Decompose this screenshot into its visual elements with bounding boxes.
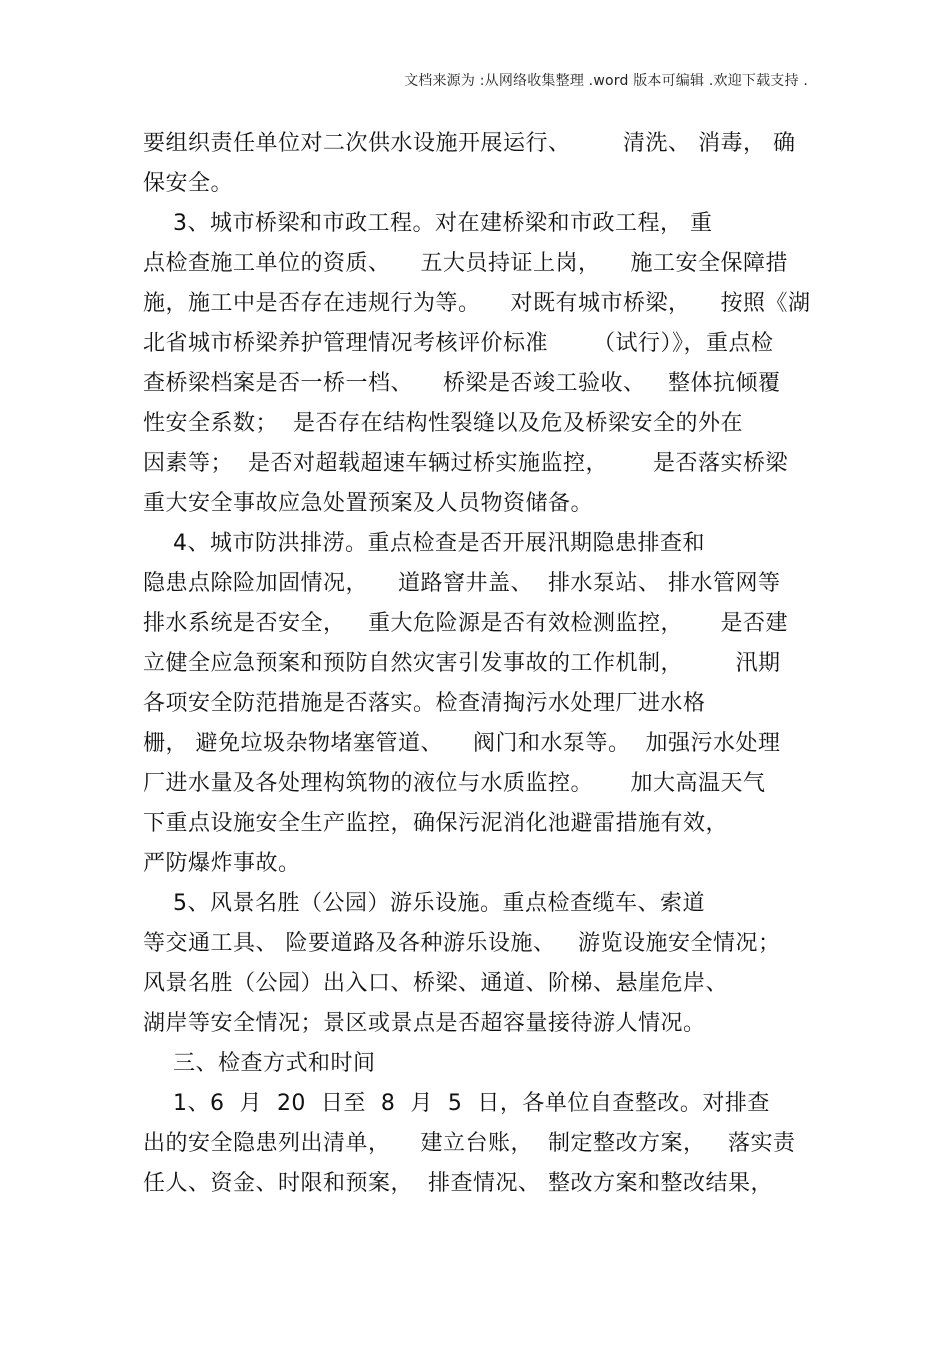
text-line: 等交通工具、 险要道路及各种游乐设施、 游览设施安全情况；	[143, 931, 781, 956]
document-body	[143, 124, 811, 1204]
text-line: 厂进水量及各处理构筑物的液位与水质监控。 加大高温天气	[143, 771, 766, 796]
text-line: 下重点设施安全生产监控，确保污泥消化池避雷措施有效，	[143, 811, 729, 836]
text-line: 保安全。	[143, 171, 234, 196]
text-line: 性安全系数； 是否存在结构性裂缝以及危及桥梁安全的外在	[143, 411, 743, 436]
text-line: 排水系统是否安全， 重大危险源是否有效检测监控， 是否建	[143, 611, 788, 636]
text-line: 严防爆炸事故。	[143, 851, 301, 876]
text-line: 查桥梁档案是否一桥一档、 桥梁是否竣工验收、 整体抗倾覆	[143, 371, 781, 396]
text-line: 因素等； 是否对超载超速车辆过桥实施监控， 是否落实桥梁	[143, 451, 788, 476]
page-header-note: 文档来源为 :从网络收集整理 .word 版本可编辑 .欢迎下载支持 .	[404, 73, 808, 89]
text-line: 湖岸等安全情况；景区或景点是否超容量接待游人情况。	[143, 1011, 706, 1036]
text-line: 1、6 月 20 日至 8 月 5 日，各单位自查整改。对排查	[143, 1091, 770, 1116]
text-line: 5、风景名胜（公园）游乐设施。重点检查缆车、索道	[143, 891, 705, 916]
text-line: 要组织责任单位对二次供水设施开展运行、 清洗、 消毒， 确	[143, 131, 796, 156]
text-line: 点检查施工单位的资质、 五大员持证上岗， 施工安全保障措	[143, 251, 788, 276]
text-line: 北省城市桥梁养护管理情况考核评价标准 （试行）》，重点检	[143, 331, 774, 356]
text-line: 立健全应急预案和预防自然灾害引发事故的工作机制， 汛期	[143, 651, 781, 676]
text-line: 4、城市防洪排涝。重点检查是否开展汛期隐患排查和	[143, 531, 705, 556]
text-line: 隐患点除险加固情况， 道路窨井盖、 排水泵站、 排水管网等	[143, 571, 781, 596]
text-line: 各项安全防范措施是否落实。检查清掏污水处理厂进水格	[143, 691, 706, 716]
text-line: 任人、资金、时限和预案， 排查情况、 整改方案和整改结果，	[143, 1171, 773, 1196]
text-line: 风景名胜（公园）出入口、桥梁、通道、阶梯、悬崖危岸、	[143, 971, 729, 996]
text-line: 重大安全事故应急处置预案及人员物资储备。	[143, 491, 594, 516]
text-line: 施，施工中是否存在违规行为等。 对既有城市桥梁， 按照《湖	[143, 291, 811, 316]
text-line: 3、城市桥梁和市政工程。对在建桥梁和市政工程， 重	[143, 211, 713, 236]
text-line: 栅， 避免垃圾杂物堵塞管道、 阀门和水泵等。 加强污水处理	[143, 731, 781, 756]
section-heading: 三、检查方式和时间	[143, 1051, 376, 1076]
text-line: 出的安全隐患列出清单， 建立台账， 制定整改方案， 落实责	[143, 1131, 796, 1156]
